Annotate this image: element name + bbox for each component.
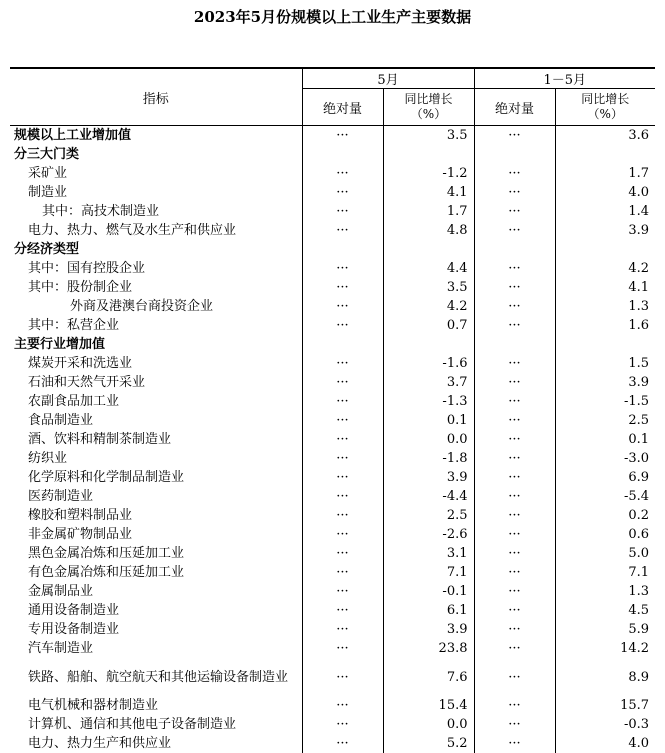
row-label: 计算机、通信和其他电子设备制造业 — [28, 717, 237, 732]
row-label: 其中：高技术制造业 — [42, 204, 160, 219]
row-abs-may: ··· — [302, 487, 383, 506]
row-abs-ytd: ··· — [474, 525, 555, 544]
row-abs-may: ··· — [302, 430, 383, 449]
row-yoy-ytd: 8.9 — [555, 658, 655, 696]
table-row — [10, 259, 655, 278]
row-abs-may: ··· — [302, 392, 383, 411]
period-jan-may-header: 1－5月 — [474, 68, 655, 89]
row-label: 纺织业 — [28, 451, 68, 466]
yoy-unit: （%） — [410, 107, 447, 121]
row-label: 通用设备制造业 — [28, 603, 120, 618]
row-yoy-ytd: 7.1 — [555, 563, 655, 582]
row-label: 采矿业 — [28, 166, 68, 181]
table-row — [10, 221, 655, 240]
row-label: 农副食品加工业 — [28, 394, 120, 409]
row-abs-may: ··· — [302, 734, 383, 753]
row-yoy-ytd: 15.7 — [555, 696, 655, 715]
row-abs-ytd: ··· — [474, 468, 555, 487]
row-label: 橡胶和塑料制品业 — [28, 508, 133, 523]
row-abs-ytd: ··· — [474, 354, 555, 373]
table-row — [10, 430, 655, 449]
row-yoy-may: 0.0 — [383, 715, 474, 734]
row-abs-ytd: ··· — [474, 164, 555, 183]
table-row — [10, 639, 655, 658]
row-label: 电气机械和器材制造业 — [28, 698, 159, 713]
row-abs-may: ··· — [302, 639, 383, 658]
row-abs-ytd: ··· — [474, 715, 555, 734]
row-label: 电力、热力生产和供应业 — [28, 736, 172, 751]
table-row — [10, 297, 655, 316]
row-label: 其中：国有控股企业 — [28, 261, 146, 276]
row-abs-ytd: ··· — [474, 639, 555, 658]
table-row — [10, 145, 655, 164]
row-abs-may: ··· — [302, 259, 383, 278]
row-abs-ytd: ··· — [474, 278, 555, 297]
section-label: 主要行业增加值 — [14, 337, 106, 352]
row-yoy-ytd: -0.3 — [555, 715, 655, 734]
row-abs-ytd: ··· — [474, 202, 555, 221]
row-label: 制造业 — [28, 185, 68, 200]
row-yoy-may: 6.1 — [383, 601, 474, 620]
row-label: 非金属矿物制品业 — [28, 527, 133, 542]
row-yoy-ytd: 6.9 — [555, 468, 655, 487]
row-yoy-ytd: 5.0 — [555, 544, 655, 563]
abs-header-may: 绝对量 — [302, 89, 383, 126]
row-abs-may: ··· — [302, 601, 383, 620]
table-row — [10, 335, 655, 354]
row-yoy-ytd: 4.0 — [555, 183, 655, 202]
row-abs-may: ··· — [302, 544, 383, 563]
row-label: 汽车制造业 — [28, 641, 94, 656]
row-abs-may: ··· — [302, 297, 383, 316]
row-yoy-ytd: 1.5 — [555, 354, 655, 373]
page-title: 2023年5月份规模以上工业生产主要数据 — [193, 8, 472, 26]
row-label: 其中：股份制企业 — [28, 280, 133, 295]
row-abs-ytd: ··· — [474, 449, 555, 468]
row-yoy-ytd: 4.1 — [555, 278, 655, 297]
row-abs-ytd: ··· — [474, 126, 555, 146]
row-abs-may: ··· — [302, 221, 383, 240]
row-yoy-may: 3.9 — [383, 620, 474, 639]
row-abs-ytd: ··· — [474, 696, 555, 715]
table-row — [10, 468, 655, 487]
table-row — [10, 164, 655, 183]
table-row — [10, 392, 655, 411]
row-yoy-may: 0.7 — [383, 316, 474, 335]
row-label: 化学原料和化学制品制造业 — [28, 470, 185, 485]
row-yoy-may: -1.6 — [383, 354, 474, 373]
row-abs-ytd: ··· — [474, 563, 555, 582]
row-abs-may: ··· — [302, 582, 383, 601]
table-row — [10, 715, 655, 734]
row-yoy-ytd: 3.9 — [555, 221, 655, 240]
row-yoy-may: -2.6 — [383, 525, 474, 544]
row-label: 其中：私营企业 — [28, 318, 120, 333]
row-label: 医药制造业 — [28, 489, 94, 504]
data-table — [10, 67, 655, 753]
table-row — [10, 487, 655, 506]
row-abs-ytd: ··· — [474, 658, 555, 696]
row-abs-ytd: ··· — [474, 506, 555, 525]
table-row — [10, 620, 655, 639]
row-abs-may: ··· — [302, 506, 383, 525]
row-yoy-ytd: -1.5 — [555, 392, 655, 411]
row-yoy-ytd: 0.1 — [555, 430, 655, 449]
row-abs-may: ··· — [302, 715, 383, 734]
row-abs-may: ··· — [302, 316, 383, 335]
row-label: 煤炭开采和洗选业 — [28, 356, 133, 371]
row-yoy-may: 2.5 — [383, 506, 474, 525]
row-label: 外商及港澳台商投资企业 — [70, 299, 214, 314]
row-abs-ytd: ··· — [474, 259, 555, 278]
row-abs-may: ··· — [302, 620, 383, 639]
row-yoy-ytd: 3.6 — [555, 126, 655, 146]
row-abs-ytd: ··· — [474, 582, 555, 601]
row-yoy-may: 4.2 — [383, 297, 474, 316]
row-abs-ytd: ··· — [474, 297, 555, 316]
row-label: 金属制品业 — [28, 584, 94, 599]
table-row — [10, 373, 655, 392]
row-yoy-may: 3.7 — [383, 373, 474, 392]
table-row — [10, 126, 655, 146]
table-row — [10, 411, 655, 430]
row-yoy-may: 4.4 — [383, 259, 474, 278]
row-yoy-may: 7.1 — [383, 563, 474, 582]
row-label: 电力、热力、燃气及水生产和供应业 — [28, 223, 237, 238]
row-abs-may: ··· — [302, 563, 383, 582]
row-label: 铁路、船舶、航空航天和其他运输设备制造业 — [28, 669, 289, 685]
row-yoy-ytd: -3.0 — [555, 449, 655, 468]
table-row — [10, 240, 655, 259]
row-abs-ytd: ··· — [474, 620, 555, 639]
row-label: 石油和天然气开采业 — [28, 375, 146, 390]
table-row — [10, 601, 655, 620]
row-label: 规模以上工业增加值 — [14, 128, 132, 143]
row-yoy-ytd: 1.3 — [555, 582, 655, 601]
row-yoy-ytd: 1.6 — [555, 316, 655, 335]
row-abs-ytd: ··· — [474, 430, 555, 449]
yoy-header-may — [383, 89, 474, 126]
row-abs-ytd: ··· — [474, 316, 555, 335]
row-yoy-ytd: 1.7 — [555, 164, 655, 183]
row-yoy-may: 0.1 — [383, 411, 474, 430]
row-label: 黑色金属冶炼和压延加工业 — [28, 546, 185, 561]
row-yoy-ytd: 1.4 — [555, 202, 655, 221]
row-yoy-may: -1.3 — [383, 392, 474, 411]
row-abs-ytd: ··· — [474, 411, 555, 430]
row-yoy-ytd: 2.5 — [555, 411, 655, 430]
row-abs-may: ··· — [302, 525, 383, 544]
row-yoy-may: -1.2 — [383, 164, 474, 183]
row-abs-may: ··· — [302, 411, 383, 430]
yoy-label: 同比增长 — [404, 92, 453, 106]
row-abs-ytd: ··· — [474, 392, 555, 411]
row-abs-may: ··· — [302, 278, 383, 297]
row-yoy-may: -1.8 — [383, 449, 474, 468]
row-label: 食品制造业 — [28, 413, 94, 428]
table-row — [10, 506, 655, 525]
row-yoy-may: 0.0 — [383, 430, 474, 449]
row-abs-may: ··· — [302, 696, 383, 715]
row-yoy-may: -0.1 — [383, 582, 474, 601]
table-row — [10, 696, 655, 715]
row-abs-ytd: ··· — [474, 734, 555, 753]
row-yoy-ytd: 4.5 — [555, 601, 655, 620]
row-abs-ytd: ··· — [474, 373, 555, 392]
row-yoy-may: 5.2 — [383, 734, 474, 753]
row-yoy-ytd: 14.2 — [555, 639, 655, 658]
row-yoy-may: 7.6 — [383, 658, 474, 696]
row-yoy-may: 1.7 — [383, 202, 474, 221]
table-row — [10, 316, 655, 335]
table-row — [10, 202, 655, 221]
row-yoy-may: 4.1 — [383, 183, 474, 202]
row-abs-may: ··· — [302, 126, 383, 146]
row-abs-may: ··· — [302, 202, 383, 221]
row-abs-ytd: ··· — [474, 221, 555, 240]
row-yoy-ytd: 3.9 — [555, 373, 655, 392]
table-row — [10, 658, 655, 696]
row-yoy-may: 3.5 — [383, 126, 474, 146]
row-label: 有色金属冶炼和压延加工业 — [28, 565, 185, 580]
row-yoy-may: 23.8 — [383, 639, 474, 658]
row-yoy-may: 3.1 — [383, 544, 474, 563]
section-label: 分三大门类 — [14, 147, 80, 162]
row-label: 专用设备制造业 — [28, 622, 120, 637]
row-abs-ytd: ··· — [474, 183, 555, 202]
row-yoy-ytd: -5.4 — [555, 487, 655, 506]
table-row — [10, 563, 655, 582]
row-yoy-ytd: 4.0 — [555, 734, 655, 753]
period-may-header: 5月 — [302, 68, 474, 89]
table-row — [10, 525, 655, 544]
row-abs-may: ··· — [302, 183, 383, 202]
indicator-header: 指标 — [10, 68, 302, 126]
table-row — [10, 544, 655, 563]
yoy-header-ytd — [555, 89, 655, 126]
row-yoy-may: 3.9 — [383, 468, 474, 487]
table-row — [10, 183, 655, 202]
table-row — [10, 278, 655, 297]
yoy-label: 同比增长 — [581, 92, 630, 106]
row-yoy-ytd: 5.9 — [555, 620, 655, 639]
row-abs-may: ··· — [302, 354, 383, 373]
row-abs-may: ··· — [302, 164, 383, 183]
yoy-unit: （%） — [587, 107, 623, 121]
row-abs-may: ··· — [302, 658, 383, 696]
row-yoy-may: 3.5 — [383, 278, 474, 297]
row-yoy-ytd: 0.2 — [555, 506, 655, 525]
table-row — [10, 449, 655, 468]
row-yoy-ytd: 0.6 — [555, 525, 655, 544]
section-label: 分经济类型 — [14, 242, 80, 257]
row-abs-ytd: ··· — [474, 601, 555, 620]
row-yoy-may: 4.8 — [383, 221, 474, 240]
row-label: 酒、饮料和精制茶制造业 — [28, 432, 172, 447]
table-row — [10, 354, 655, 373]
row-abs-ytd: ··· — [474, 544, 555, 563]
row-abs-ytd: ··· — [474, 487, 555, 506]
row-yoy-may: 15.4 — [383, 696, 474, 715]
row-abs-may: ··· — [302, 468, 383, 487]
table-row — [10, 582, 655, 601]
abs-header-ytd: 绝对量 — [474, 89, 555, 126]
row-abs-may: ··· — [302, 449, 383, 468]
row-yoy-ytd: 4.2 — [555, 259, 655, 278]
table-row — [10, 734, 655, 753]
row-abs-may: ··· — [302, 373, 383, 392]
row-yoy-may: -4.4 — [383, 487, 474, 506]
row-yoy-ytd: 1.3 — [555, 297, 655, 316]
